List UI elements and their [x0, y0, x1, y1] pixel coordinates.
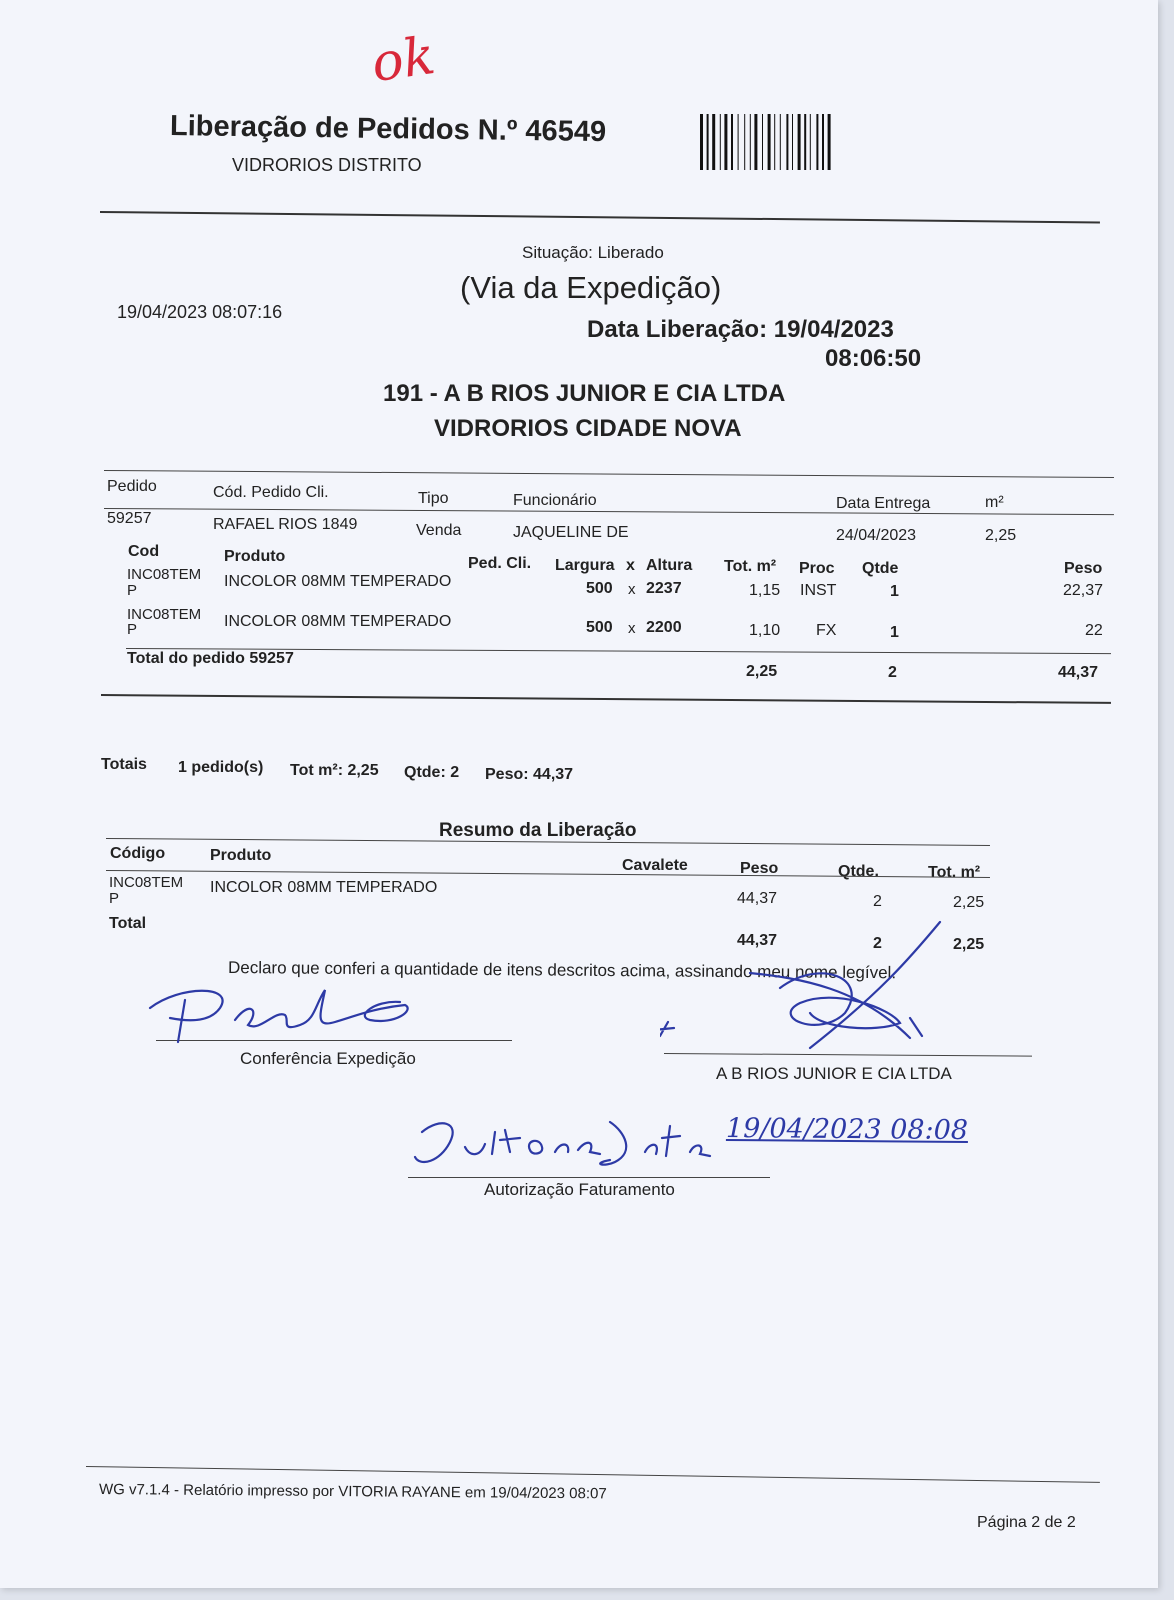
signature-conferencia [140, 980, 440, 1050]
item-qtde: 1 [890, 583, 899, 600]
footer-page-number: Página 2 de 2 [977, 1514, 1076, 1531]
order-header-line [104, 508, 1114, 515]
release-date: Data Liberação: 19/04/2023 [587, 316, 894, 343]
item-largura: 500 [586, 580, 613, 597]
summary-col-cavalete: Cavalete [622, 857, 688, 874]
order-total-qtde: 2 [888, 664, 897, 681]
item-peso: 22 [1085, 622, 1103, 639]
declaration-text: Declaro que conferi a quantidade de itens descritos acima, assinando meu nome legível. [227, 958, 897, 983]
company-name: VIDRORIOS DISTRITO [232, 155, 422, 175]
item-cod-suffix: P [127, 621, 138, 638]
items-col-produto: Produto [224, 548, 286, 565]
barcode [700, 114, 885, 174]
col-pedido: Pedido [107, 478, 157, 495]
order-table-top-line [104, 470, 1114, 478]
item-cod: INC08TEM [127, 566, 202, 583]
summary-title: Resumo da Liberação [439, 820, 637, 841]
val-pedido: 59257 [107, 510, 152, 527]
totals-qtde: Qtde: 2 [404, 764, 460, 781]
items-col-x: x [626, 557, 635, 574]
items-col-altura: Altura [646, 557, 693, 574]
footer-printed-by: WG v7.1.4 - Relatório impresso por VITORIA RAYANE em 19/04/2023 08:07 [98, 1481, 607, 1503]
signature-label-client: A B RIOS JUNIOR E CIA LTDA [716, 1064, 952, 1083]
item-tot-m2: 1,15 [749, 582, 781, 599]
summary-col-codigo: Código [110, 845, 166, 862]
item-qtde: 1 [890, 624, 899, 641]
item-peso: 22,37 [1063, 582, 1104, 599]
item-cod: INC08TEM [127, 606, 202, 623]
item-tot-m2: 1,10 [749, 622, 781, 639]
summary-produto: INCOLOR 08MM TEMPERADO [210, 879, 438, 896]
items-col-largura: Largura [555, 557, 615, 574]
summary-col-tot-m2: Tot. m² [928, 864, 981, 881]
item-produto: INCOLOR 08MM TEMPERADO [224, 573, 452, 590]
document-title: Liberação de Pedidos N.º 46549 [169, 110, 607, 149]
item-altura: 2200 [646, 619, 682, 636]
summary-cod: INC08TEM [109, 874, 184, 891]
col-cod-pedido-cli: Cód. Pedido Cli. [213, 484, 329, 501]
col-data-entrega: Data Entrega [836, 495, 931, 512]
summary-col-peso: Peso [740, 860, 779, 877]
totals-label: Totais [101, 756, 147, 773]
release-time: 08:06:50 [825, 345, 922, 372]
summary-total-qtde: 2 [873, 935, 882, 952]
items-col-proc: Proc [799, 560, 835, 577]
status-text: Situação: Liberado [522, 243, 664, 262]
item-altura: 2237 [646, 580, 682, 597]
val-data-entrega: 24/04/2023 [836, 527, 917, 544]
client-branch: VIDRORIOS CIDADE NOVA [434, 415, 742, 442]
header-divider [100, 211, 1100, 223]
signature-label-conferencia: Conferência Expedição [240, 1049, 416, 1068]
items-col-tot-m2: Tot. m² [724, 558, 777, 575]
order-table-bottom-line [101, 694, 1111, 704]
col-funcionario: Funcionário [513, 492, 597, 509]
items-col-ped-cli: Ped. Cli. [468, 555, 532, 572]
via-title: (Via da Expedição) [460, 270, 722, 305]
signature-autorizacao [410, 1112, 720, 1182]
val-tipo: Venda [416, 522, 462, 539]
signature-client [660, 918, 960, 1058]
summary-col-qtde: Qtde. [838, 863, 879, 880]
item-cod-suffix: P [127, 582, 138, 599]
items-col-qtde: Qtde [862, 560, 899, 577]
client-name: 191 - A B RIOS JUNIOR E CIA LTDA [383, 380, 786, 407]
signature-label-autorizacao: Autorização Faturamento [484, 1180, 675, 1199]
val-cod-pedido-cli: RAFAEL RIOS 1849 [213, 516, 358, 533]
val-m2: 2,25 [985, 527, 1017, 544]
item-largura: 500 [586, 619, 613, 636]
order-total-m2: 2,25 [746, 663, 778, 680]
summary-total-peso: 44,37 [737, 932, 778, 949]
order-total-peso: 44,37 [1058, 664, 1099, 681]
printed-timestamp: 19/04/2023 08:07:16 [117, 302, 283, 322]
handwritten-date: 19/04/2023 08:08 [725, 1112, 969, 1147]
summary-cod-suffix: P [109, 890, 120, 907]
summary-total-label: Total [109, 915, 147, 932]
summary-tot-m2: 2,25 [953, 894, 985, 911]
totals-m2: Tot m²: 2,25 [290, 762, 379, 779]
totals-peso: Peso: 44,37 [485, 766, 574, 783]
order-total-label: Total do pedido 59257 [127, 650, 294, 667]
summary-col-produto: Produto [210, 847, 272, 864]
item-produto: INCOLOR 08MM TEMPERADO [224, 613, 452, 630]
handwritten-ok-mark: ok [368, 25, 439, 95]
summary-peso: 44,37 [737, 890, 778, 907]
item-proc: INST [800, 582, 837, 599]
val-funcionario: JAQUELINE DE [513, 524, 629, 541]
footer-line [86, 1466, 1100, 1483]
col-m2: m² [985, 494, 1004, 511]
item-proc: FX [816, 622, 837, 639]
col-tipo: Tipo [418, 490, 449, 507]
items-col-peso: Peso [1064, 560, 1103, 577]
totals-pedidos: 1 pedido(s) [178, 759, 264, 776]
summary-total-m2: 2,25 [953, 936, 985, 953]
items-col-cod: Cod [128, 543, 160, 560]
summary-qtde: 2 [873, 893, 882, 910]
item-x: x [628, 620, 636, 637]
item-x: x [628, 581, 636, 598]
